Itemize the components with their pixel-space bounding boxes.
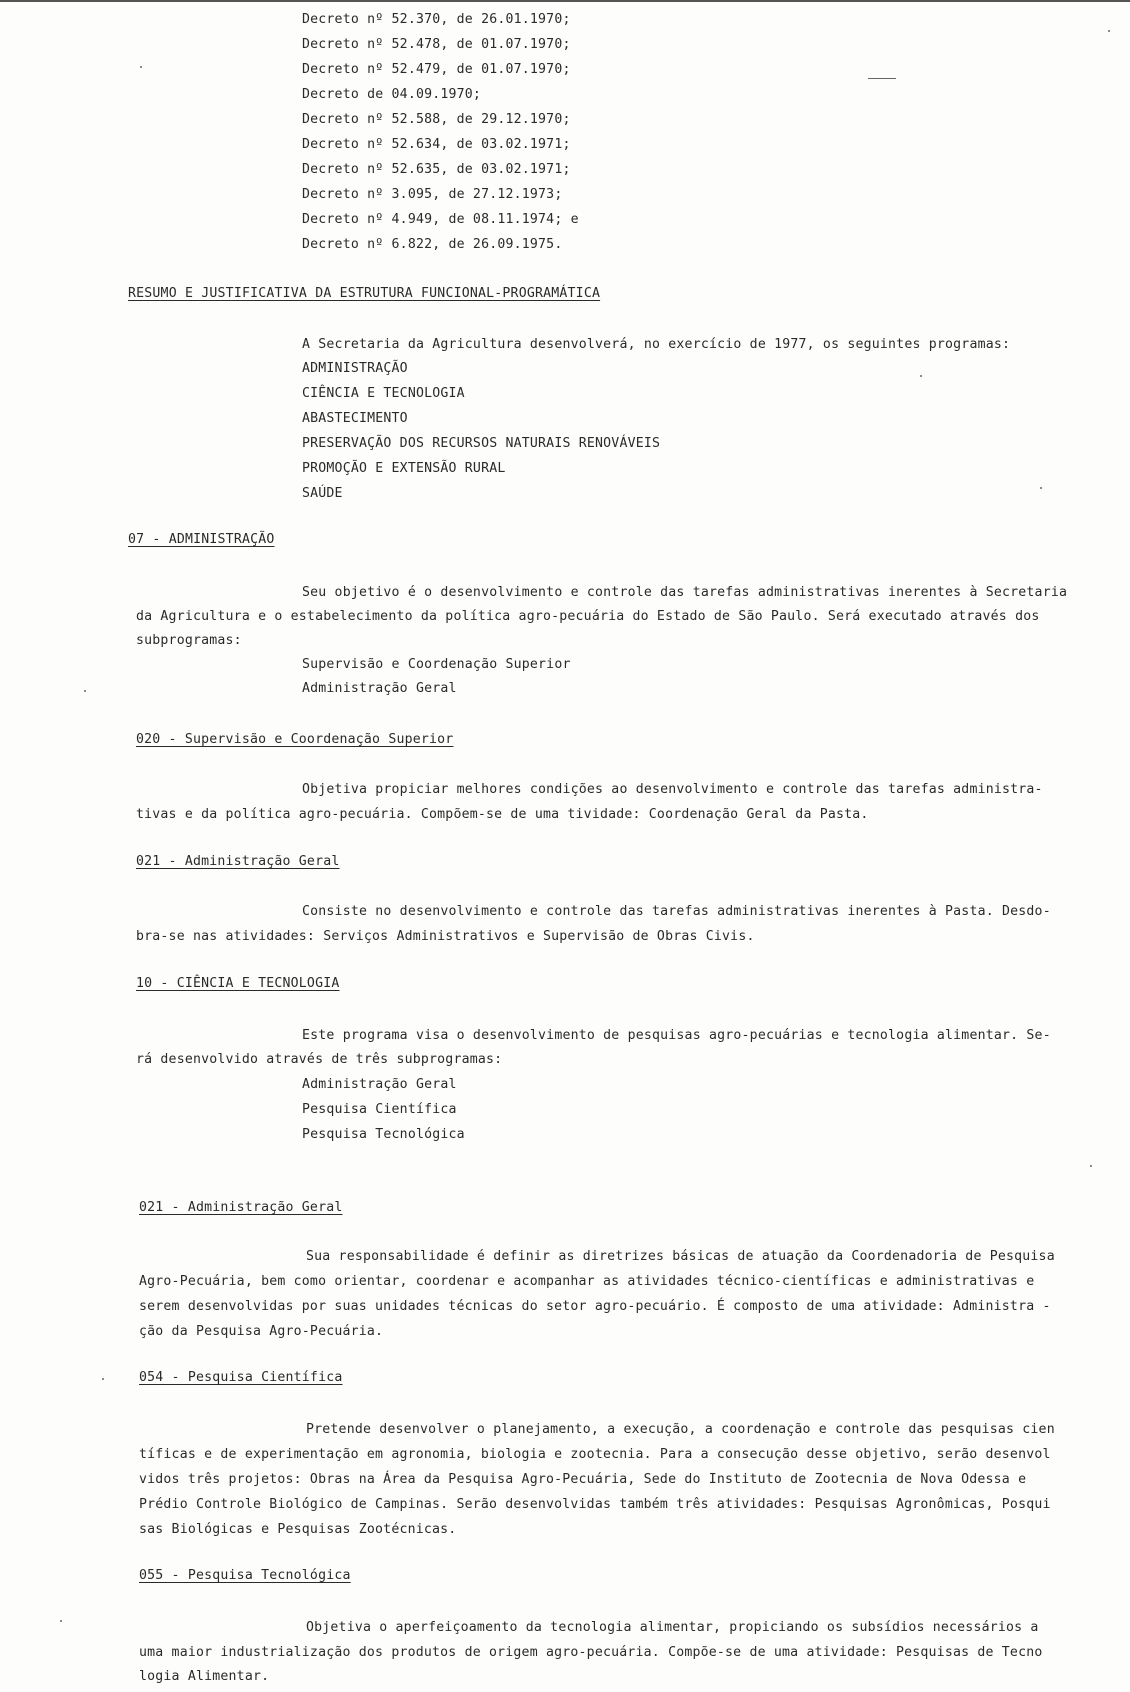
summary-heading: RESUMO E JUSTIFICATIVA DA ESTRUTURA FUNCIONAL-PROGRAMÁTICA [128,286,601,301]
subprogram-item: Administração Geral [302,681,457,696]
paragraph-line: Seu objetivo é o desenvolvimento e controle das tarefas administrativas inerentes à Secretaria [302,585,1068,600]
decree-line: Decreto nº 52.588, de 29.12.1970; [302,112,571,127]
paragraph-line: serem desenvolvidas por suas unidades técnicas do setor agro-pecuário. É composto de uma atividade: Administra - [139,1299,1051,1314]
paragraph-line: Sua responsabilidade é definir as diretrizes básicas de atuação da Coordenadoria de Pesquisa [306,1249,1055,1264]
section-heading: 021 - Administração Geral [139,1200,343,1215]
section-heading: 10 - CIÊNCIA E TECNOLOGIA [136,976,340,991]
scan-speck [1040,487,1042,489]
decree-line: Decreto nº 52.478, de 01.07.1970; [302,37,571,52]
paragraph-line: logia Alimentar. [139,1669,270,1684]
decree-line: Decreto nº 52.634, de 03.02.1971; [302,137,571,152]
paragraph-line: Este programa visa o desenvolvimento de pesquisas agro-pecuárias e tecnologia alimentar. Se- [302,1028,1051,1043]
paragraph-line: Agro-Pecuária, bem como orientar, coordenar e acompanhar as atividades técnico-científicas e administrativas e [139,1274,1035,1289]
decree-line: Decreto de 04.09.1970; [302,87,482,102]
program-item: ADMINISTRAÇÃO [302,361,408,376]
paragraph-line: Prédio Controle Biológico de Campinas. Serão desenvolvidas também três atividades: Pesquisas Agronômicas, Posqui [139,1497,1051,1512]
subprogram-item: Supervisão e Coordenação Superior [302,657,571,672]
program-item: CIÊNCIA E TECNOLOGIA [302,386,465,401]
paragraph-line: Objetiva o aperfeiçoamento da tecnologia alimentar, propiciando os subsídios necessários a [306,1620,1039,1635]
scan-speck [868,78,896,79]
program-item: PROMOÇÃO E EXTENSÃO RURAL [302,461,506,476]
subprogram-item: Administração Geral [302,1077,457,1092]
subprogram-item: Pesquisa Científica [302,1102,457,1117]
summary-intro: A Secretaria da Agricultura desenvolverá, no exercício de 1977, os seguintes programas: [302,337,1011,352]
decree-line: Decreto nº 3.095, de 27.12.1973; [302,187,563,202]
decree-line: Decreto nº 6.822, de 26.09.1975. [302,237,563,252]
paragraph-line: subprogramas: [136,633,242,648]
paragraph-line: tíficas e de experimentação em agronomia, biologia e zootecnia. Para a consecução desse objetivo, serão desenvol [139,1447,1051,1462]
decree-line: Decreto nº 52.370, de 26.01.1970; [302,12,571,27]
program-item: SAÚDE [302,486,343,501]
decree-line: Decreto nº 4.949, de 08.11.1974; e [302,212,579,227]
paragraph-line: uma maior industrialização dos produtos de origem agro-pecuária. Compõe-se de uma atividade: Pesquisas de Tecno [139,1645,1043,1660]
program-item: PRESERVAÇÃO DOS RECURSOS NATURAIS RENOVÁVEIS [302,436,661,451]
paragraph-line: da Agricultura e o estabelecimento da política agro-pecuária do Estado de São Paulo. Será executado através dos [136,609,1040,624]
scan-speck [102,1378,104,1380]
paragraph-line: Objetiva propiciar melhores condições ao desenvolvimento e controle das tarefas administra- [302,782,1043,797]
paragraph-line: sas Biológicas e Pesquisas Zootécnicas. [139,1522,457,1537]
scan-speck [1108,30,1110,32]
section-heading: 054 - Pesquisa Científica [139,1370,343,1385]
program-item: ABASTECIMENTO [302,411,408,426]
scan-speck [1090,1165,1092,1167]
section-heading: 020 - Supervisão e Coordenação Superior [136,732,454,747]
scan-speck [920,375,922,377]
section-heading: 021 - Administração Geral [136,854,340,869]
section-heading: 055 - Pesquisa Tecnológica [139,1568,351,1583]
paragraph-line: Pretende desenvolver o planejamento, a execução, a coordenação e controle das pesquisas cien [306,1422,1055,1437]
section-heading: 07 - ADMINISTRAÇÃO [128,532,275,547]
paragraph-line: rá desenvolvido através de três subprogramas: [136,1052,503,1067]
paragraph-line: ção da Pesquisa Agro-Pecuária. [139,1324,384,1339]
paragraph-line: bra-se nas atividades: Serviços Administrativos e Supervisão de Obras Civis. [136,929,755,944]
scan-speck [60,1620,62,1622]
paragraph-line: Consiste no desenvolvimento e controle das tarefas administrativas inerentes à Pasta. Desdo- [302,904,1051,919]
paragraph-line: vidos três projetos: Obras na Área da Pesquisa Agro-Pecuária, Sede do Instituto de Zootecnia de Nova Odessa e [139,1472,1027,1487]
scan-speck [84,690,86,692]
scan-speck [140,66,142,68]
decree-line: Decreto nº 52.635, de 03.02.1971; [302,162,571,177]
paragraph-line: tivas e da política agro-pecuária. Compõem-se de uma tividade: Coordenação Geral da Pasta. [136,807,869,822]
subprogram-item: Pesquisa Tecnológica [302,1127,465,1142]
decree-line: Decreto nº 52.479, de 01.07.1970; [302,62,571,77]
